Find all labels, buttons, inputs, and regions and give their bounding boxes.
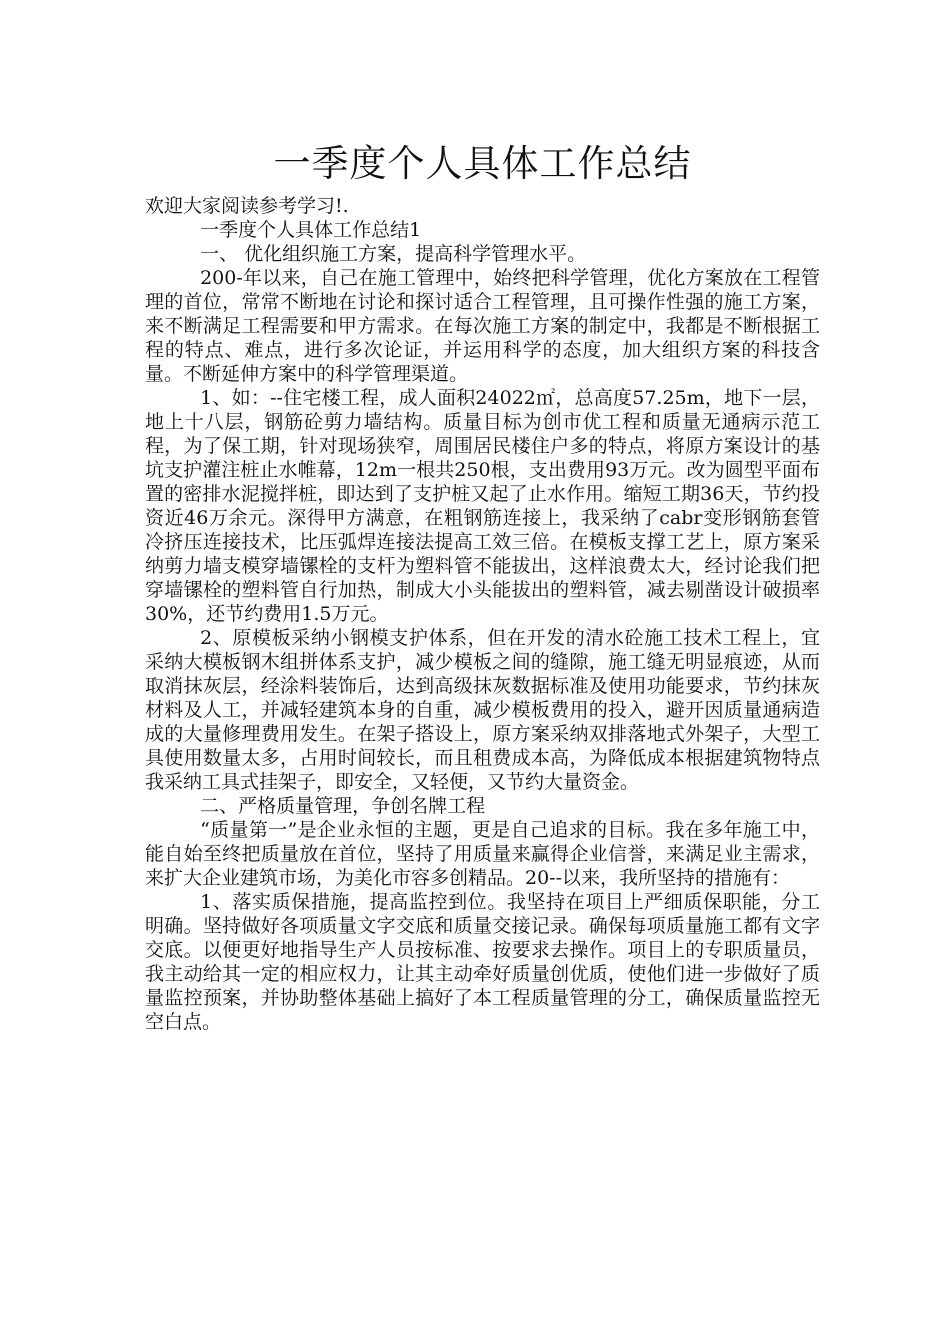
- body-paragraph: “质量第一”是企业永恒的主题，更是自己追求的目标。我在多年施工中，能自始至终把质量放在首位，坚持了用质量来赢得企业信誉，来满足业主需求，来扩大企业建筑市场，为美化市容多创精品。20--以来，我所坚持的措施有：: [145, 819, 820, 889]
- body-paragraph: 欢迎大家阅读参考学习!.: [145, 195, 349, 217]
- body-paragraph: 2、原模板采纳小钢模支护体系，但在开发的清水砼施工技术工程上，宜采纳大模板钢木组拼体系支护，减少模板之间的缝隙，施工缝无明显痕迹，从而取消抹灰层，经涂料装饰后，达到高级抹灰数据标准及使用功能要求，节约抹灰材料及人工，并减轻建筑本身的自重，减少模板费用的投入，避开因质量通病造成的大量修理费用发生。在架子搭设上，原方案采纳双排落地式外架子，大型工具使用数量太多，占用时间较长，而且租费成本高，为降低成本根据建筑物特点我采纳工具式挂架子，即安全，又轻便，又节约大量资金。: [145, 627, 820, 793]
- body-paragraph: 200-年以来，自己在施工管理中，始终把科学管理，优化方案放在工程管理的首位，常常不断地在讨论和探讨适合工程管理，且可操作性强的施工方案，来不断满足工程需要和甲方需求。在每次施工方案的制定中，我都是不断根据工程的特点、难点，进行多次论证，并运用科学的态度，加大组织方案的科技含量。不断延伸方案中的科学管理渠道。: [145, 267, 820, 385]
- body-paragraph: 二、严格质量管理，争创名牌工程: [200, 795, 486, 817]
- document-body: [145, 194, 820, 1034]
- body-paragraph: 一季度个人具体工作总结1: [200, 219, 422, 241]
- body-paragraph: 1、落实质保措施，提高监控到位。我坚持在项目上严细质保职能，分工明确。坚持做好各项质量文字交底和质量交接记录。确保每项质量施工都有文字交底。以便更好地指导生产人员按标准、按要求去操作。项目上的专职质量员，我主动给其一定的相应权力，让其主动牵好质量创优质，使他们进一步做好了质量监控预案，并协助整体基础上搞好了本工程质量管理的分工，确保质量监控无空白点。: [145, 891, 820, 1033]
- document-title: 一季度个人具体工作总结: [273, 142, 692, 185]
- body-paragraph: 一、 优化组织施工方案，提高科学管理水平。: [200, 243, 587, 265]
- body-paragraph: 1、如：--住宅楼工程，成人面积24022㎡，总高度57.25m，地下一层，地上十八层，钢筋砼剪力墙结构。质量目标为创市优工程和质量无通病示范工程，为了保工期，针对现场狭窄，周围居民楼住户多的特点，将原方案设计的基坑支护灌注桩止水帷幕，12m一根共250根，支出费用93万元。改为圆型平面布置的密排水泥搅拌桩，即达到了支护桩又起了止水作用。缩短工期36天，节约投资近46万余元。深得甲方满意，在粗钢筋连接上，我采纳了cabr变形钢筋套管冷挤压连接技术，比压弧焊连接法提高工效三倍。在模板支撑工艺上，原方案采纳剪力墙支模穿墙镙栓的支杆为塑料管不能拔出，这样浪费太大，经讨论我们把穿墙镙栓的塑料管自行加热，制成大小头能拔出的塑料管，减去剔凿设计破损率30%，还节约费用1.5万元。: [145, 387, 820, 625]
